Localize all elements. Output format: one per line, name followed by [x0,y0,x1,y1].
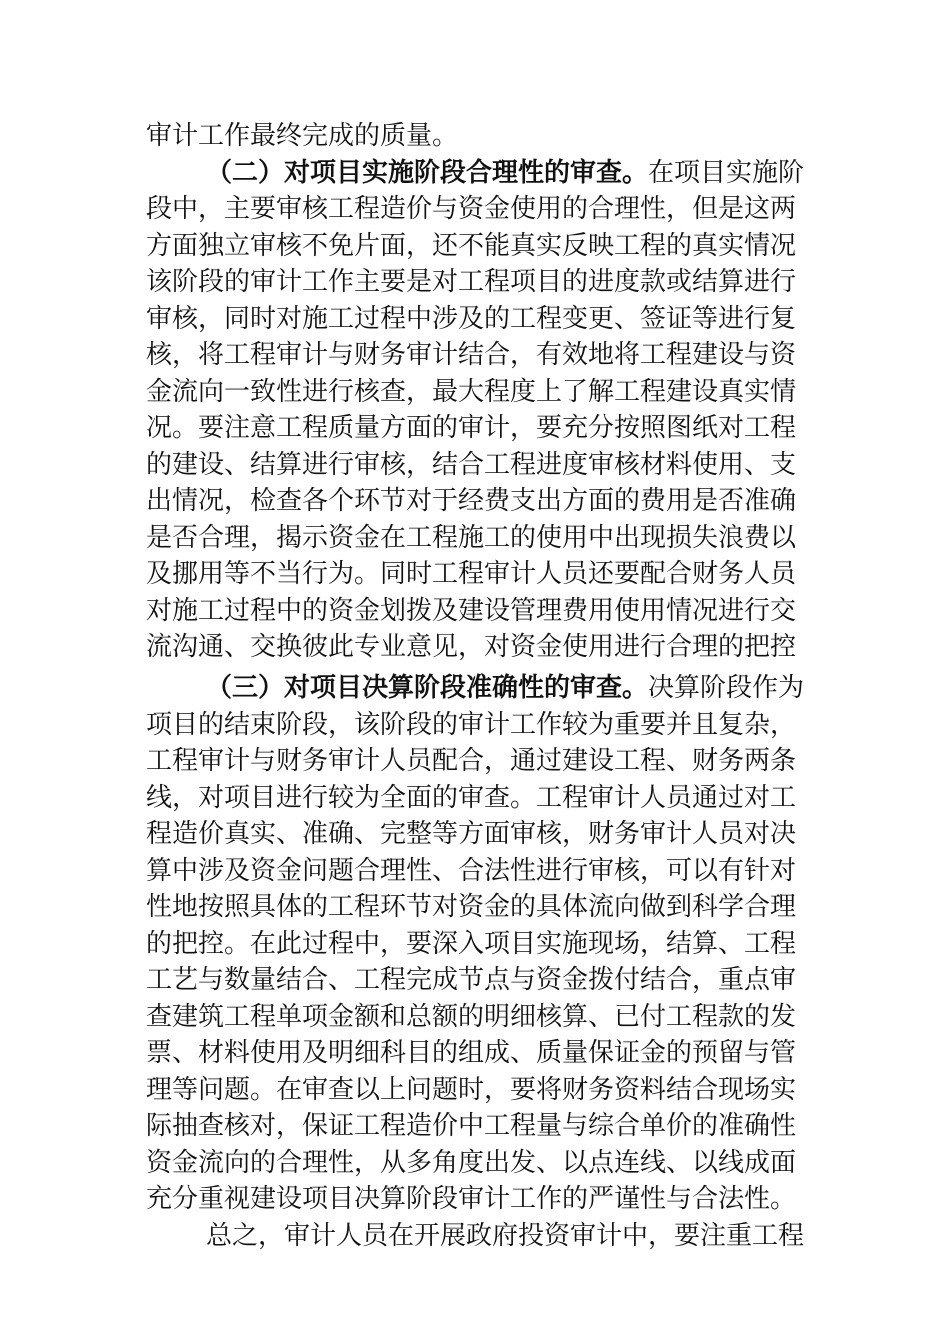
section-heading: （二）对项目实施阶段合理性的审查。 [206,157,649,188]
text-line: 审核，同时对施工过程中涉及的工程变更、签证等进行复 [146,303,797,334]
text-line: 对施工过程中的资金划拨及建设管理费用使用情况进行交 [146,595,797,626]
text-line: 程造价真实、准确、完整等方面审核，财务审计人员对决 [146,819,797,849]
conclusion-line: 总之，审计人员在开展政府投资审计中，要注重工程 [206,1220,805,1251]
paragraph-block-implementation-stage [146,118,806,666]
paragraph-block-final-accounts-stage [146,670,806,1254]
text-line: 线，对项目进行较为全面的审查。工程审计人员通过对工 [146,782,797,813]
text-line: 段中，主要审核工程造价与资金使用的合理性，但是这两 [146,194,797,224]
text-line: 的把控。在此过程中，要深入项目实施现场，结算、工程 [146,928,797,959]
text-line: 项目的结束阶段，该阶段的审计工作较为重要并且复杂， [146,709,797,740]
text-line: 工艺与数量结合、工程完成节点与资金拨付结合，重点审 [146,965,797,995]
text-line: 方面独立审核不免片面，还不能真实反映工程的真实情况 [146,230,797,261]
section-heading: （三）对项目决算阶段准确性的审查。 [206,673,649,703]
text-line: 该阶段的审计工作主要是对工程项目的进度款或结算进行 [146,267,797,297]
text-line: 算中涉及资金问题合理性、合法性进行审核，可以有针对 [146,855,797,886]
text-line: 充分重视建设项目决算阶段审计工作的严谨性与合法性。 [146,1184,797,1214]
text-line: 工程审计与财务审计人员配合，通过建设工程、财务两条 [146,746,797,776]
text-line: 金流向一致性进行核查，最大程度上了解工程建设真实情 [146,376,797,407]
text-line: 际抽查核对，保证工程造价中工程量与综合单价的准确性 [146,1111,797,1141]
section-heading-line [146,155,806,192]
section-heading-line [146,670,806,707]
text-line: 性地按照具体的工程环节对资金的具体流向做到科学合理 [146,892,797,922]
text-line: 出情况，检查各个环节对于经费支出方面的费用是否准确 [146,486,797,516]
text-line: 资金流向的合理性，从多角度出发、以点连线、以线成面 [146,1147,797,1178]
text-line: 及挪用等不当行为。同时工程审计人员还要配合财务人员 [146,559,797,589]
text-line: 流沟通、交换彼此专业意见，对资金使用进行合理的把控 [146,632,797,662]
text-line: 理等问题。在审查以上问题时，要将财务资料结合现场实 [146,1074,797,1105]
text-line: 查建筑工程单项金额和总额的明细核算、已付工程款的发 [146,1001,797,1032]
text-line: 是否合理，揭示资金在工程施工的使用中出现损失浪费以 [146,522,797,553]
text-line: 核，将工程审计与财务审计结合，有效地将工程建设与资 [146,340,797,370]
text-line: 审计工作最终完成的质量。 [146,121,459,151]
text-line: 票、材料使用及明细科目的组成、质量保证金的预留与管 [146,1038,797,1068]
heading-trailing-text: 在项目实施阶 [648,157,805,188]
text-line: 的建设、结算进行审核，结合工程进度审核材料使用、支 [146,449,797,480]
heading-trailing-text: 决算阶段作为 [648,673,805,703]
text-line: 况。要注意工程质量方面的审计，要充分按照图纸对工程 [146,413,797,443]
